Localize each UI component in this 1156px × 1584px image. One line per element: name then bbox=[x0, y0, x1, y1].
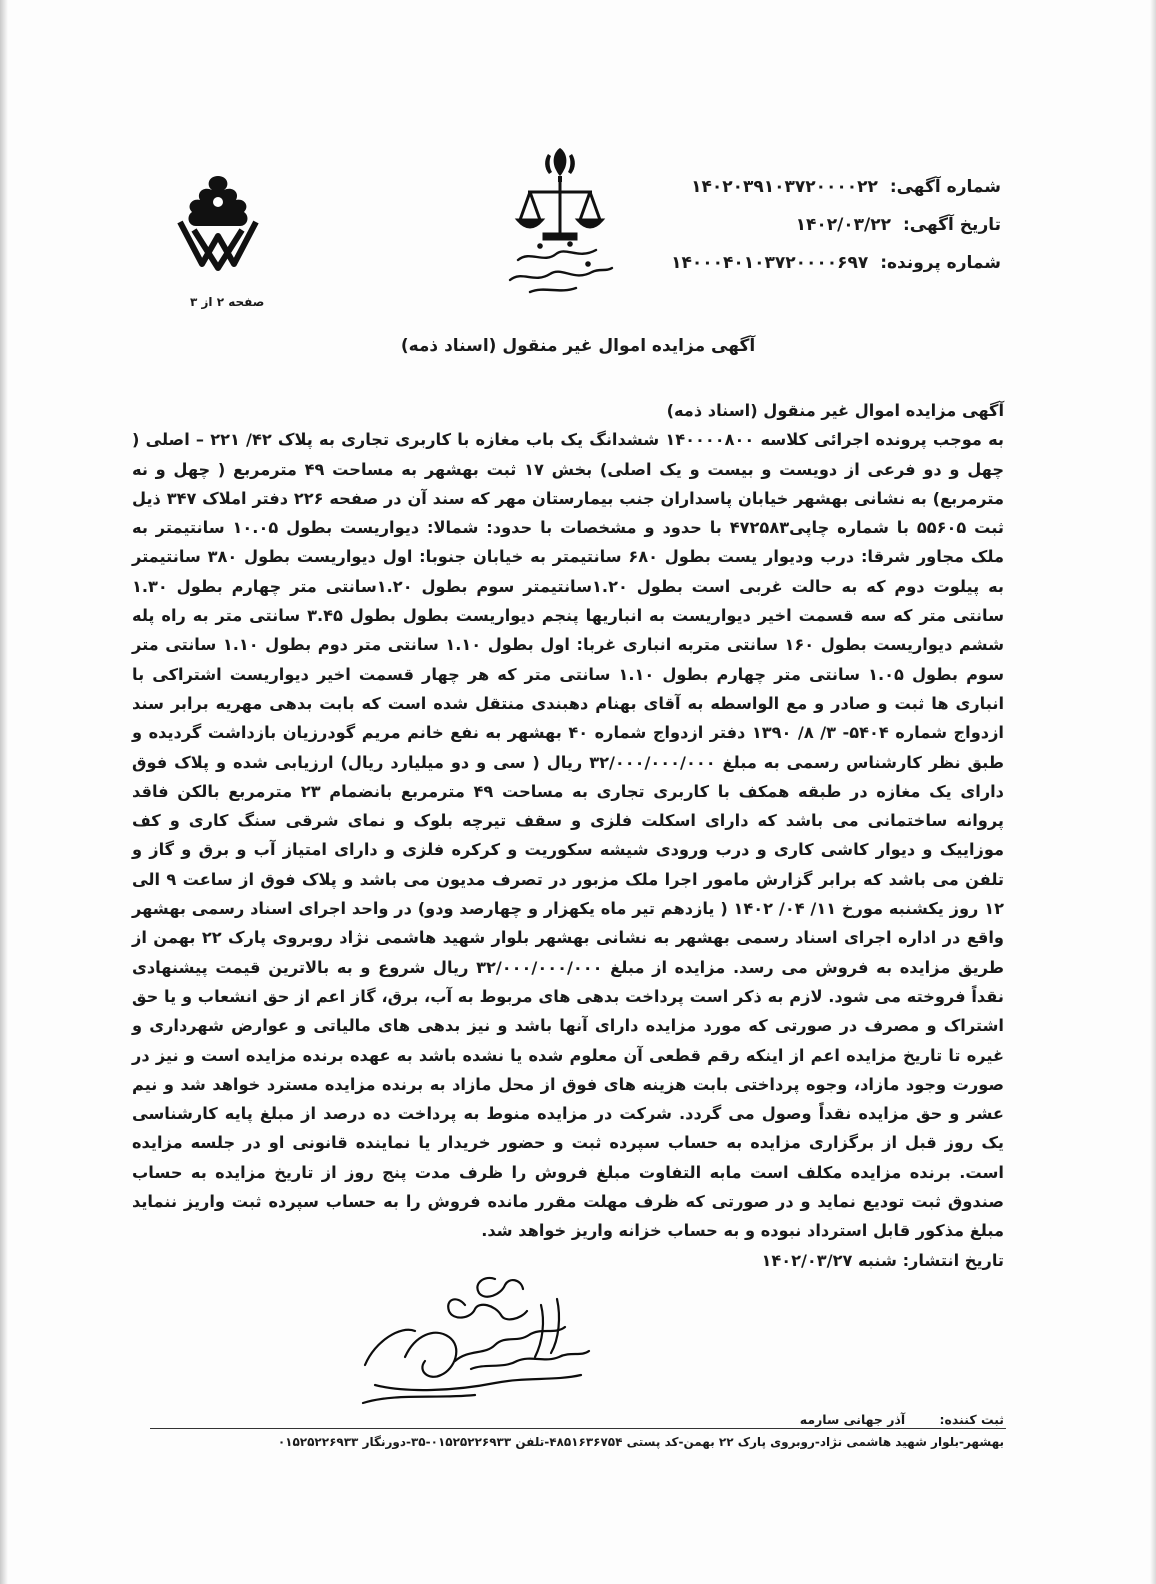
ad-number-label: شماره آگهی: bbox=[889, 177, 1001, 197]
case-number-row bbox=[671, 244, 1001, 282]
header-metadata bbox=[671, 168, 1001, 282]
body-paragraph: به موجب پرونده اجرائی کلاسه ۱۴۰۰۰۰۸۰۰ ششدانگ یک باب مغازه با کاربری تجاری به پلاک ۴۲/ ۲۲۱ – اصلی ( چهل و دو فرعی از دویست و بیست و یک اصلی) بخش ۱۷ ثبت بهشهر به مساحت ۴۹ مترمربع ( چهل و نه مترمربع) به نشانی بهشهر خیابان پاسداران جنب بیمارستان مهر که سند آن در صفحه ۲۲۶ دفتر املاک ۳۴۷ ذیل ثبت ۵۵۶۰۵ با شماره چاپی۴۷۲۵۸۳ با حدود و مشخصات با حدود: شمالا: دیواریست بطول ۱۰.۰۵ سانتیمتر به ملک مجاور شرقا: درب ودیوار یست بطول ۶۸۰ سانتیمتر به خیابان جنوبا: اول دیواریست بطول ۳۸۰ سانتیمتر به پیلوت دوم که به حالت غربی است بطول ۱.۲۰سانتیمتر سوم بطول ۱.۲۰سانتی متر چهارم بطول ۱.۳۰ سانتی متر که سه قسمت اخیر دیواریست به انباریها پنجم دیواریست بطول بطول ۳.۴۵ سانتی متر به راه پله ششم دیواریست بطول ۱۶۰ سانتی متربه انباری غربا: اول بطول ۱.۱۰ سانتی متر دوم بطول ۱.۱۰ سانتی متر سوم بطول ۱.۰۵ سانتی متر چهارم بطول ۱.۱۰ سانتی متر که هر چهار قسمت اخیر دیواریست اشتراکی با انباری ها ثبت و صادر و مع الواسطه به آقای بهنام دهبندی منتقل شده است که بابت بدهی مهریه برابر سند ازدواج شماره ۵۴۰۴- ۳/ ۸/ ۱۳۹۰ دفتر ازدواج شماره ۴۰ بهشهر به نفع خانم مریم گودرزیان بازداشت گردیده و طبق نظر کارشناس رسمی به مبلغ ۳۲/۰۰۰/۰۰۰/۰۰۰ ریال ( سی و دو میلیارد ریال) ارزیابی شده و پلاک فوق دارای یک مغازه در طبقه همکف با کاربری تجاری به مساحت ۴۹ مترمربع بانضمام ۲۳ مترمربع بالکن فاقد پروانه ساختمانی می باشد که دارای اسکلت فلزی و سقف تیرچه بلوک و نمای شرقی سنگ کاری و کف موزاییک و دیوار کاشی کاری و درب ورودی شیشه سکوریت و کرکره فلزی و دارای امتیاز آب و برق و گاز و تلفن می باشد که برابر گزارش مامور اجرا ملک مزبور در تصرف مدیون می باشد و پلاک فوق از ساعت ۹ الی ۱۲ روز یکشنبه مورخ ۱۱/ ۰۴/ ۱۴۰۲ ( یازدهم تیر ماه یکهزار و چهارصد ودو) در واحد اجرای اسناد رسمی بهشهر واقع در اداره اجرای اسناد رسمی بهشهر به نشانی بهشهر بلوار شهید هاشمی نژاد روبروی پارک ۲۲ بهمن از طریق مزایده به فروش می رسد. مزایده از مبلغ ۳۲/۰۰۰/۰۰۰/۰۰۰ ریال شروع و به بالاترین قیمت پیشنهادی نقداً فروخته می شود. لازم به ذکر است پرداخت بدهی های مربوط به آب، برق، گاز اعم از حق انشعاب و یا حق اشتراک و مصرف در صورتی که مورد مزایده دارای آنها باشد و نیز بدهی های مالیاتی و عوارض شهرداری و غیره تا تاریخ مزایده اعم از اینکه رقم قطعی آن معلوم شده یا نشده باشد به عهده برنده مزایده است و نیز در صورت وجود مازاد، وجوه پرداختی بابت هزینه های فوق از محل مازاد به برنده مزایده مسترد خواهد شد و نیم عشر و حق مزایده نقداً وصول می گردد. شرکت در مزایده منوط به پرداخت ده درصد از مبلغ پایه کارشناسی یک روز قبل از برگزاری مزایده به حساب سپرده ثبت و حضور خریدار یا نماینده قانونی او در جلسه مزایده است. برنده مزایده مکلف است مابه التفاوت مبلغ فروش را ظرف مدت پنج روز از تاریخ مزایده به حساب صندوق ثبت تودیع نماید و در صورتی که ظرف مهلت مقرر مانده فروش را به حساب سپرده ثبت واریز ننماید مبلغ مذکور قابل استرداد نبوده و به حساب خزانه واریز خواهد شد. bbox=[132, 430, 1005, 1241]
registrar-line bbox=[800, 1412, 1004, 1427]
page-number: صفحه ۲ از ۳ bbox=[190, 295, 265, 309]
footer-divider bbox=[150, 1428, 1006, 1429]
ad-number-row bbox=[671, 168, 1001, 206]
registrar-label: ثبت کننده: bbox=[939, 1412, 1004, 1427]
case-number-value: ۱۴۰۰۰۴۰۱۰۳۷۲۰۰۰۰۶۹۷ bbox=[671, 253, 869, 273]
logo-calligraphy bbox=[510, 242, 612, 292]
scan-edge-left bbox=[0, 0, 8, 1584]
publication-date: تاریخ انتشار: شنبه ۱۴۰۲/۰۳/۲۷ bbox=[761, 1250, 1004, 1270]
ad-date-row bbox=[671, 206, 1001, 244]
footer-address: بهشهر-بلوار شهید هاشمی نژاد-روبروی پارک ۲۲ بهمن-کد پستی ۴۸۵۱۶۳۶۷۵۴-تلفن ۰۱۵۲۵۲۲۶۹۳۳-۳۵-دورنگار ۰۱۵۲۵۲۲۶۹۳۳ bbox=[277, 1435, 1004, 1449]
registrar-name: آذر جهانی سارمه bbox=[799, 1412, 906, 1427]
scales-of-justice-icon bbox=[518, 182, 602, 239]
case-number-label: شماره پرونده: bbox=[880, 253, 1001, 273]
iran-emblem-icon bbox=[545, 148, 575, 182]
judiciary-logo bbox=[500, 142, 620, 302]
document-title: آگهی مزایده اموال غیر منقول (اسناد ذمه) bbox=[400, 336, 756, 356]
body-heading: آگهی مزایده اموال غیر منقول (اسناد ذمه) bbox=[666, 401, 1004, 420]
ad-date-label: تاریخ آگهی: bbox=[902, 215, 1001, 235]
document-body bbox=[132, 396, 1004, 1275]
ad-number-value: ۱۴۰۲۰۳۹۱۰۳۷۲۰۰۰۰۲۲ bbox=[691, 177, 878, 197]
registration-org-emblem-icon bbox=[172, 172, 264, 272]
scan-edge-right bbox=[1150, 0, 1156, 1584]
handwritten-signature bbox=[345, 1265, 595, 1410]
ad-date-value: ۱۴۰۲/۰۳/۲۲ bbox=[795, 215, 892, 235]
